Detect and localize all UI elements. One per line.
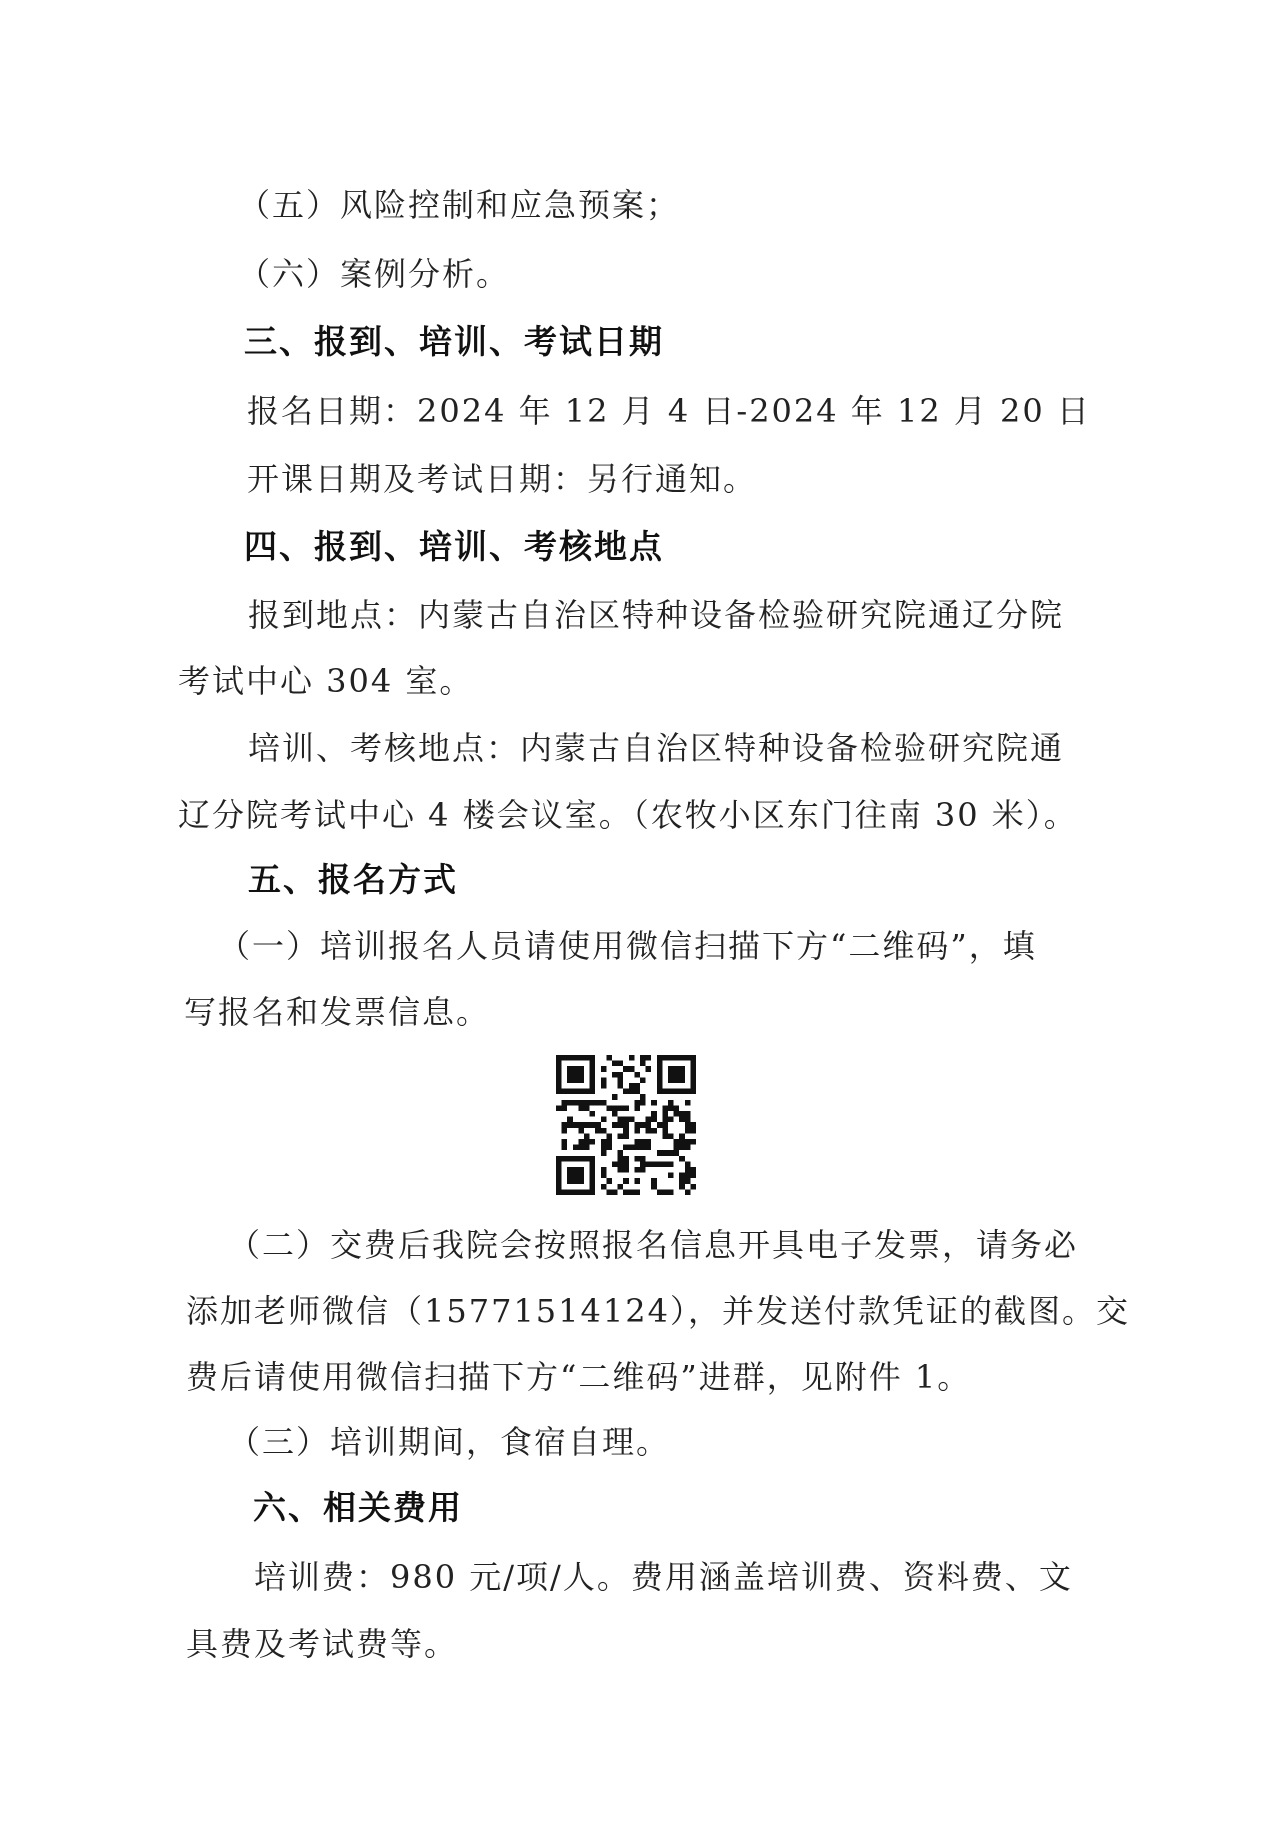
registration-method-2-line2: 添加老师微信（15771514124），并发送付款凭证的截图。交 — [186, 1292, 1130, 1330]
registration-method-1-line1: （一）培训报名人员请使用微信扫描下方“二维码”，填 — [218, 927, 1037, 965]
training-fee-line1: 培训费：980 元/项/人。费用涵盖培训费、资料费、文 — [254, 1558, 1073, 1596]
section-heading-registration: 五、报名方式 — [248, 860, 458, 899]
list-item-risk-control: （五）风险控制和应急预案； — [238, 186, 681, 224]
training-location-line2: 辽分院考试中心 4 楼会议室。（农牧小区东门往南 30 米）。 — [178, 796, 1078, 834]
section-heading-locations: 四、报到、培训、考核地点 — [244, 527, 664, 566]
registration-date: 报名日期：2024 年 12 月 4 日-2024 年 12 月 20 日 — [247, 392, 1091, 430]
registration-method-2-line3: 费后请使用微信扫描下方“二维码”进群，见附件 1。 — [186, 1358, 972, 1396]
course-exam-date: 开课日期及考试日期：另行通知。 — [247, 460, 758, 498]
section-heading-dates: 三、报到、培训、考试日期 — [244, 322, 664, 361]
registration-method-3: （三）培训期间，食宿自理。 — [228, 1423, 671, 1461]
training-location-line1: 培训、考核地点：内蒙古自治区特种设备检验研究院通 — [248, 729, 1065, 767]
registration-method-2-line1: （二）交费后我院会按照报名信息开具电子发票，请务必 — [228, 1226, 1079, 1264]
registration-method-1-line2: 写报名和发票信息。 — [184, 993, 491, 1031]
qr-code-icon[interactable] — [556, 1055, 696, 1195]
report-location-line1: 报到地点：内蒙古自治区特种设备检验研究院通辽分院 — [248, 596, 1065, 634]
section-heading-fees: 六、相关费用 — [253, 1488, 463, 1527]
list-item-case-analysis: （六）案例分析。 — [238, 255, 511, 293]
report-location-line2: 考试中心 304 室。 — [178, 662, 474, 700]
training-fee-line2: 具费及考试费等。 — [186, 1625, 459, 1663]
